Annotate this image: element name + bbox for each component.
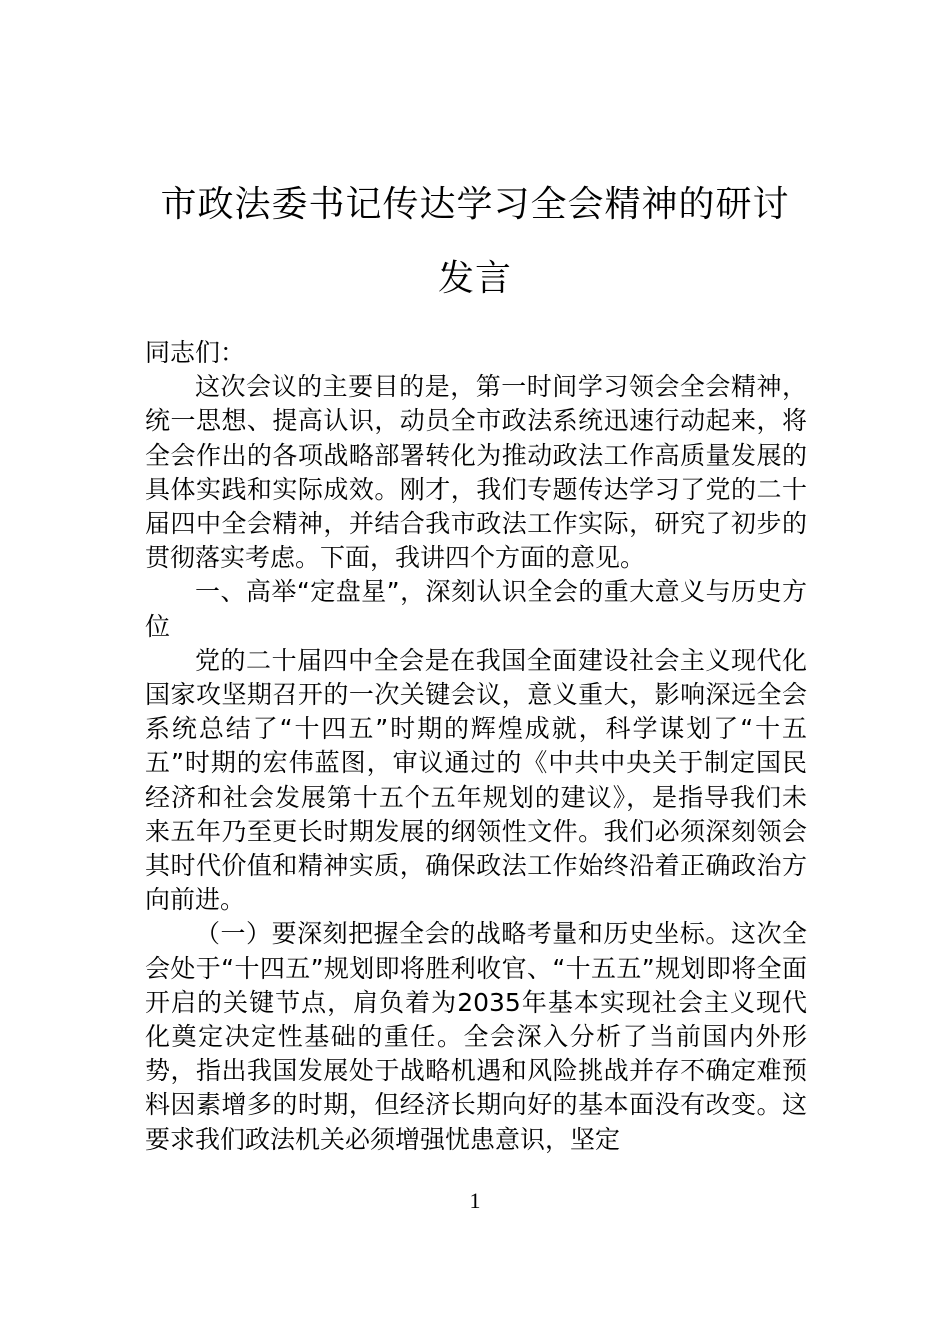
paragraph-intro: 这次会议的主要目的是，第一时间学习领会全会精神，统一思想、提高认识，动员全市政法系统迅速行动起来，将全会作出的各项战略部署转化为推动政法工作高质量发展的具体实践和实际成效。刚才，我们专题传达学习了党的二十届四中全会精神，并结合我市政法工作实际，研究了初步的贯彻落实考虑。下面，我讲四个方面的意见。	[145, 372, 807, 573]
paragraph-section-1: 党的二十届四中全会是在我国全面建设社会主义现代化国家攻坚期召开的一次关键会议，意义重大，影响深远全会系统总结了“十四五”时期的辉煌成就，科学谋划了“十五五”时期的宏伟蓝图，审议通过的《中共中央关于制定国民经济和社会发展第十五个五年规划的建议》，是指导我们未来五年乃至更长时期发展的纲领性文件。我们必须深刻领会其时代价值和精神实质，确保政法工作始终沿着正确政治方向前进。	[145, 645, 807, 915]
page-number: 1	[469, 1188, 481, 1213]
document-title: 市政法委书记传达学习全会精神的研讨发言	[160, 184, 790, 299]
section-heading-1: 一、高举“定盘星”，深刻认识全会的重大意义与历史方位	[145, 577, 807, 641]
document-body	[145, 336, 807, 1157]
salutation: 同志们：	[145, 338, 246, 367]
paragraph-subsection-1: （一）要深刻把握全会的战略考量和历史坐标。这次全会处于“十四五”规划即将胜利收官、“十五五”规划即将全面开启的关键节点，肩负着为2035年基本实现社会主义现代化奠定决定性基础的重任。全会深入分析了当前国内外形势，指出我国发展处于战略机遇和风险挑战并存不确定难预料因素增多的时期，但经济长期向好的基本面没有改变。这要求我们政法机关必须增强忧患意识，坚定	[145, 919, 807, 1154]
